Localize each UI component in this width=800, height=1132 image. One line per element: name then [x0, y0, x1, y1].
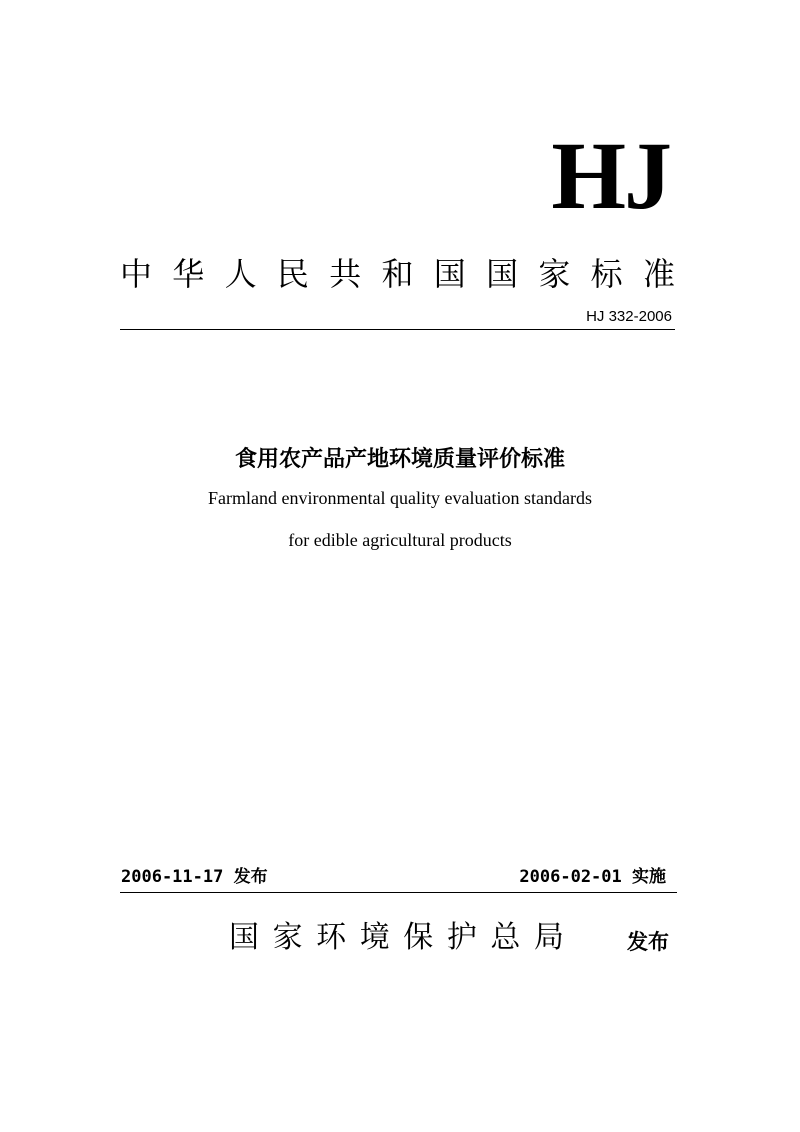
- heading-char: 家: [538, 255, 571, 293]
- heading-char: 中: [120, 255, 153, 293]
- heading-char: 和: [381, 255, 414, 293]
- issuer-char: 护: [446, 920, 477, 955]
- issue-date: 2006-11-17 发布: [121, 867, 268, 887]
- heading-char: 共: [329, 255, 362, 293]
- heading-char: 华: [172, 255, 205, 293]
- issuer-char: 环: [316, 920, 347, 955]
- document-title-zh: 食用农产品产地环境质量评价标准: [234, 447, 565, 472]
- heading-char: 民: [276, 255, 309, 293]
- bottom-divider: [120, 892, 677, 893]
- heading-char: 国: [486, 255, 519, 293]
- issuer-char: 家: [272, 920, 303, 955]
- issuing-authority: [229, 918, 564, 958]
- national-standard-heading: [120, 254, 675, 294]
- effective-date: 2006-02-01 实施: [519, 867, 666, 887]
- issuer-char: 国: [229, 920, 259, 955]
- issuer-char: 总: [490, 920, 521, 955]
- issuer-char: 保: [403, 920, 434, 955]
- issuer-char: 境: [359, 920, 390, 955]
- issue-action-label: 发布: [627, 930, 669, 954]
- standard-number: HJ 332-2006: [586, 308, 672, 325]
- heading-char: 人: [224, 255, 257, 293]
- issuer-char: 局: [533, 920, 564, 955]
- heading-char: 国: [433, 255, 466, 293]
- heading-char: 标: [590, 255, 623, 293]
- heading-char: 准: [642, 255, 675, 293]
- hj-logo: HJ: [551, 122, 670, 229]
- top-divider: [120, 329, 675, 330]
- document-title-en-line2: for edible agricultural products: [288, 530, 512, 550]
- document-title-en-line1: Farmland environmental quality evaluation standards: [208, 488, 592, 508]
